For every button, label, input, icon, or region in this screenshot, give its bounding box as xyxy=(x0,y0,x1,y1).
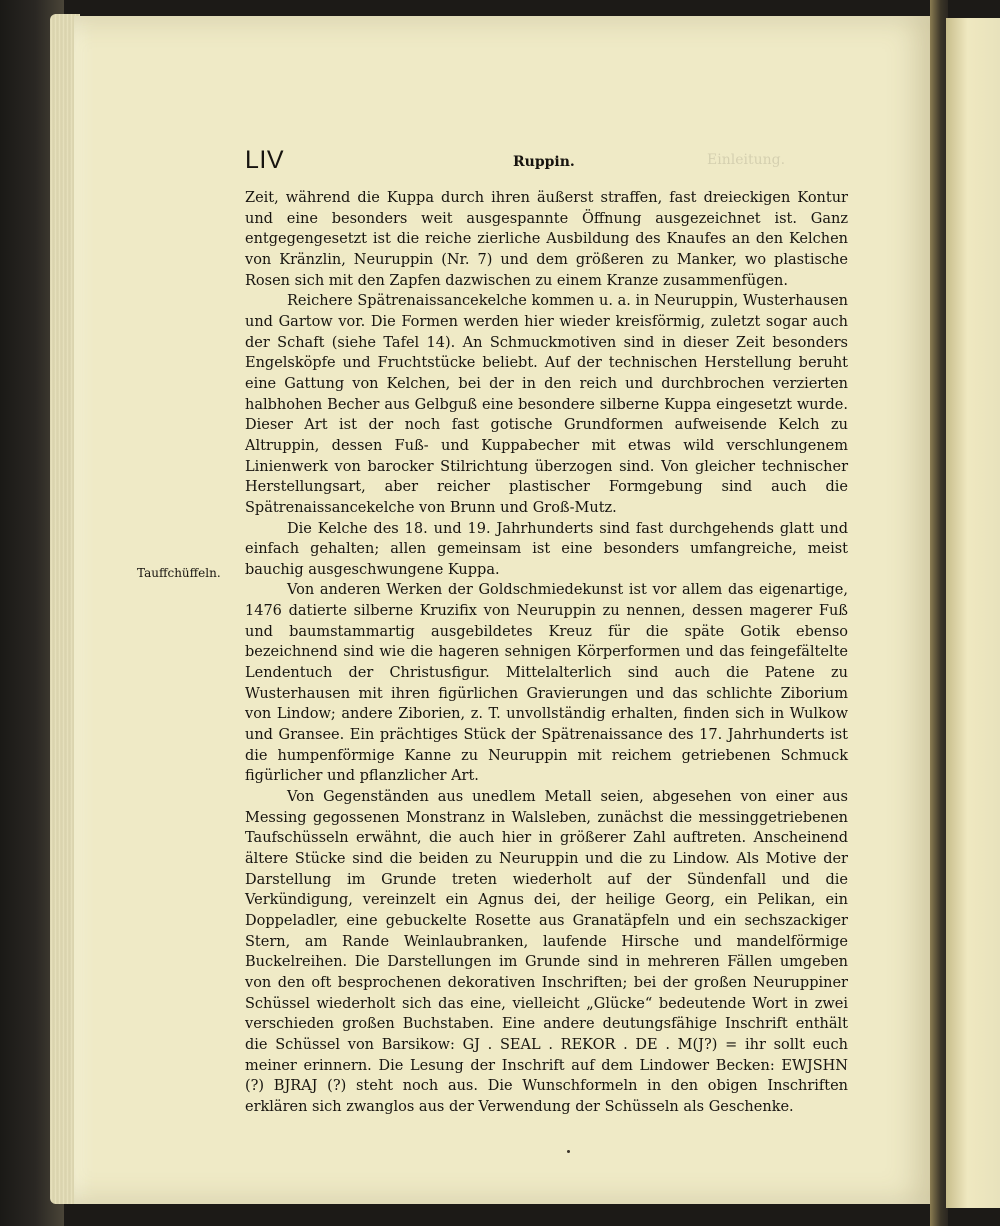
margin-note: Tauffchüffeln. xyxy=(137,566,221,580)
bleed-through-title: Einleitung. xyxy=(707,152,786,168)
body-text xyxy=(245,188,848,1118)
paragraph: Die Kelche des 18. und 19. Jahrhunderts sind fast durchgehends glatt und einfach gehalten; allen gemeinsam ist eine besonders umfangreiche, meist bauchig ausgeschwungene Kuppa. xyxy=(245,520,848,578)
ink-speck xyxy=(567,1150,570,1153)
page-header xyxy=(245,146,845,180)
paragraph: Von anderen Werken der Goldschmiedekunst ist vor allem das eigenartige, 1476 datierte silberne Kruzifix von Neuruppin zu nennen, dessen magerer Fuß und baumstammartig ausgebildetes Kreuz für die späte Gotik ebenso bezeichnend sind wie die hageren sehnigen Körperformen und das feingefältelte Lendentuch der Christusfigur. Mittelalterlich sind auch die Patene zu Wusterhausen mit ihren figürlichen Gravierungen und das schlichte Ziborium von Lindow; andere Ziborien, z. T. unvollständig erhalten, finden sich in Wulkow und Gransee. Ein prächtiges Stück der Spätrenaissance des 17. Jahrhunderts ist die humpenförmige Kanne zu Neuruppin mit reichem getriebenen Schmuck figürlicher und pflanzlicher Art. xyxy=(245,582,848,785)
paragraph: Von Gegenständen aus unedlem Metall seien, abgesehen von einer aus Messing gegossenen Monstranz in Walsleben, zunächst die messinggetriebenen Taufschüsseln erwähnt, die auch hier in größerer Zahl auftreten. Anscheinend ältere Stücke sind die beiden zu Neuruppin und die zu Lindow. Als Motive der Darstellung im Grunde treten wiederholt auf der Sündenfall und die Verkündigung, vereinzelt ein Agnus dei, der heilige Georg, ein Pelikan, ein Doppeladler, eine gebuckelte Rosette aus Granatäpfeln und ein sechszackiger Stern, am Rande Weinlaubranken, laufende Hirsche und mandelförmige Buckelreihen. Die Darstellungen im Grunde sind in mehreren Fällen umgeben von den oft besprochenen dekorativen Inschriften; bei der großen Neuruppiner Schüssel wiederholt sich das eine, vielleicht „Glücke“ bedeutende Wort in zwei verschieden großen Buchstaben. Eine andere deutungsfähige Inschrift enthält die Schüssel von Barsikow: GJ . SEAL . REKOR . DE . M(J?) = ihr sollt euch meiner erinnern. Die Lesung der Inschrift auf dem Lindower Becken: EWJSHN (?) BJRAJ (?) steht noch aus. Die Wunschformeln in den obigen Inschriften erklären sich zwanglos aus der Verwendung der Schüsseln als Geschenke. xyxy=(245,789,848,1115)
page-number: LIV xyxy=(245,146,285,174)
running-title: Ruppin. xyxy=(513,154,575,170)
paragraph: Zeit, während die Kuppa durch ihren äußerst straffen, fast dreieckigen Kontur und eine besonders weit ausgespannte Öffnung ausgezeichnet ist. Ganz entgegengesetzt ist die reiche zierliche Ausbildung des Knaufes an den Kelchen von Kränzlin, Neuruppin (Nr. 7) und dem größeren zu Manker, wo plastische Rosen sich mit den Zapfen dazwischen zu einem Kranze zusammenfügen. xyxy=(245,190,848,289)
paragraph: Reichere Spätrenaissancekelche kommen u. a. in Neuruppin, Wusterhausen und Gartow vor. Die Formen werden hier wieder kreisförmig, zuletzt sogar auch der Schaft (siehe Tafel 14). An Schmuckmotiven sind in dieser Zeit besonders Engelsköpfe und Fruchtstücke beliebt. Auf der technischen Herstellung beruht eine Gattung von Kelchen, bei der in den reich und durchbrochen verzierten halbhohen Becher aus Gelbguß eine besondere silberne Kuppa eingesetzt wurde. Dieser Art ist der noch fast gotische Grundformen aufweisende Kelch zu Altruppin, dessen Fuß- und Kuppabecher mit etwas wild verschlungenem Linienwerk von barocker Stilrichtung überzogen sind. Von gleicher technischer Herstellungsart, aber reicher plastischer Formgebung sind auch die Spätrenaissancekelche von Brunn und Groß-Mutz. xyxy=(245,293,848,516)
facing-page-edge xyxy=(946,18,1000,1208)
